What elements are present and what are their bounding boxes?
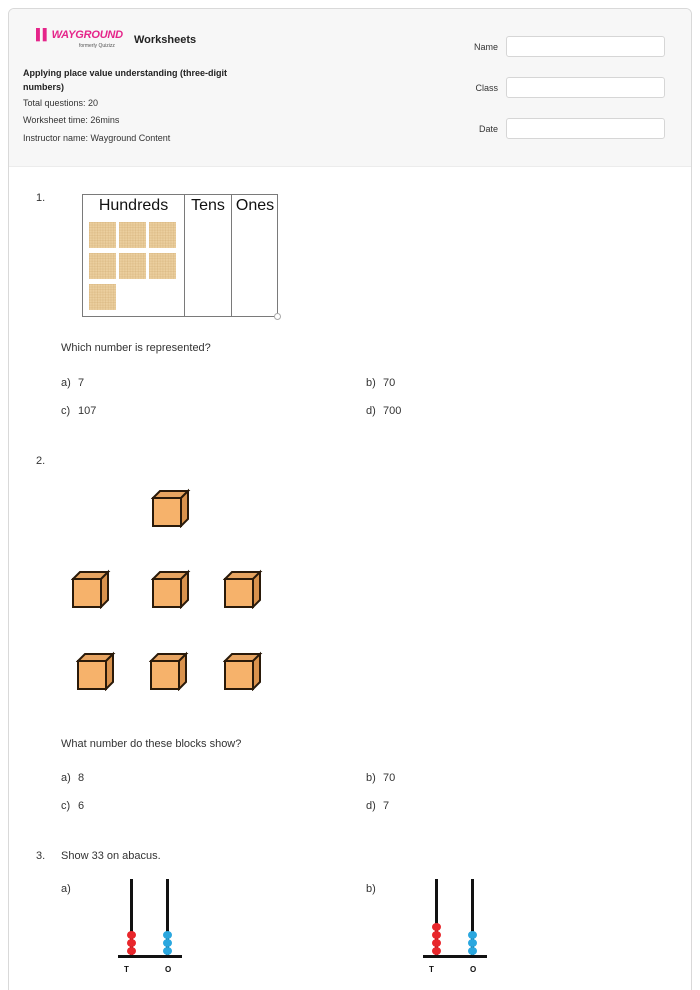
- question-1-option-c[interactable]: c) 107: [61, 405, 97, 417]
- worksheet-time: Worksheet time: 26mins: [23, 115, 120, 125]
- question-3-number: 3.: [36, 850, 46, 862]
- hundred-flat: [119, 253, 146, 279]
- tens-bead: [127, 931, 136, 939]
- abacus-image-b: [423, 879, 493, 979]
- class-field[interactable]: [506, 77, 665, 98]
- question-1-number: 1.: [36, 192, 46, 204]
- tens-bead: [432, 947, 441, 955]
- abacus-base: [118, 955, 182, 958]
- worksheet-header: [9, 9, 691, 167]
- wayground-logo-icon: ▌▌: [36, 29, 50, 41]
- worksheet-title: Applying place value understanding (three-digit numbers): [23, 68, 228, 92]
- total-questions: Total questions: 20: [23, 98, 99, 108]
- tens-column: [185, 195, 232, 316]
- ones-bead: [163, 939, 172, 947]
- hundred-flat: [119, 222, 146, 248]
- question-1-prompt: Which number is represented?: [61, 342, 211, 354]
- question-2-option-c[interactable]: c) 6: [61, 800, 85, 812]
- abacus-base: [423, 955, 487, 958]
- date-field[interactable]: [506, 118, 665, 139]
- ones-label: O: [165, 965, 172, 974]
- tens-bead: [127, 947, 136, 955]
- hundred-flat: [149, 222, 176, 248]
- name-field[interactable]: [506, 36, 665, 57]
- worksheet-card: [8, 8, 692, 990]
- ones-header: Ones: [235, 197, 275, 214]
- ones-bead: [163, 947, 172, 955]
- question-2-option-d[interactable]: d) 7: [366, 800, 390, 812]
- unit-cube: [151, 488, 191, 528]
- ones-column: [232, 195, 278, 316]
- question-3-option-a[interactable]: a): [61, 883, 71, 895]
- unit-cube: [76, 651, 116, 691]
- ones-bead: [468, 931, 477, 939]
- hundred-flat: [149, 253, 176, 279]
- tens-label: T: [124, 965, 129, 974]
- question-2-option-a[interactable]: a) 8: [61, 772, 85, 784]
- question-2-number: 2.: [36, 455, 46, 467]
- question-1-option-a[interactable]: a) 7: [61, 377, 85, 389]
- unit-cube: [151, 569, 191, 609]
- question-1-option-d[interactable]: d) 700: [366, 405, 402, 417]
- magnifier-icon[interactable]: [274, 313, 281, 320]
- place-value-chart-image: [82, 194, 278, 317]
- hundreds-header: Hundreds: [98, 197, 169, 214]
- tens-header: Tens: [191, 197, 225, 214]
- question-3-option-b[interactable]: b): [366, 883, 376, 895]
- date-label: Date: [478, 124, 498, 134]
- tens-bead: [432, 923, 441, 931]
- question-1-option-b[interactable]: b) 70: [366, 377, 396, 389]
- product-name: Worksheets: [134, 34, 197, 46]
- name-label: Name: [473, 42, 498, 52]
- instructor-name: Instructor name: Wayground Content: [23, 133, 171, 143]
- ones-bead: [163, 931, 172, 939]
- unit-cube: [223, 651, 263, 691]
- tens-bead: [432, 931, 441, 939]
- question-2-option-b[interactable]: b) 70: [366, 772, 396, 784]
- wayground-logo: [36, 29, 128, 57]
- tens-bead: [127, 939, 136, 947]
- hundred-flat: [89, 284, 116, 310]
- class-label: Class: [475, 83, 498, 93]
- brand-name: WAYGROUND: [51, 29, 123, 41]
- question-3-prompt: Show 33 on abacus.: [61, 850, 161, 862]
- brand-subtitle: formerly Quizizz: [79, 43, 115, 49]
- ones-bead: [468, 939, 477, 947]
- unit-cube: [149, 651, 189, 691]
- hundred-flat: [89, 253, 116, 279]
- tens-label: T: [429, 965, 434, 974]
- ones-label: O: [470, 965, 477, 974]
- abacus-image-a: [118, 879, 188, 979]
- tens-bead: [432, 939, 441, 947]
- hundreds-column: [83, 195, 185, 316]
- ones-bead: [468, 947, 477, 955]
- question-2-prompt: What number do these blocks show?: [61, 738, 242, 750]
- hundred-flat: [89, 222, 116, 248]
- unit-cube: [223, 569, 263, 609]
- unit-cube: [71, 569, 111, 609]
